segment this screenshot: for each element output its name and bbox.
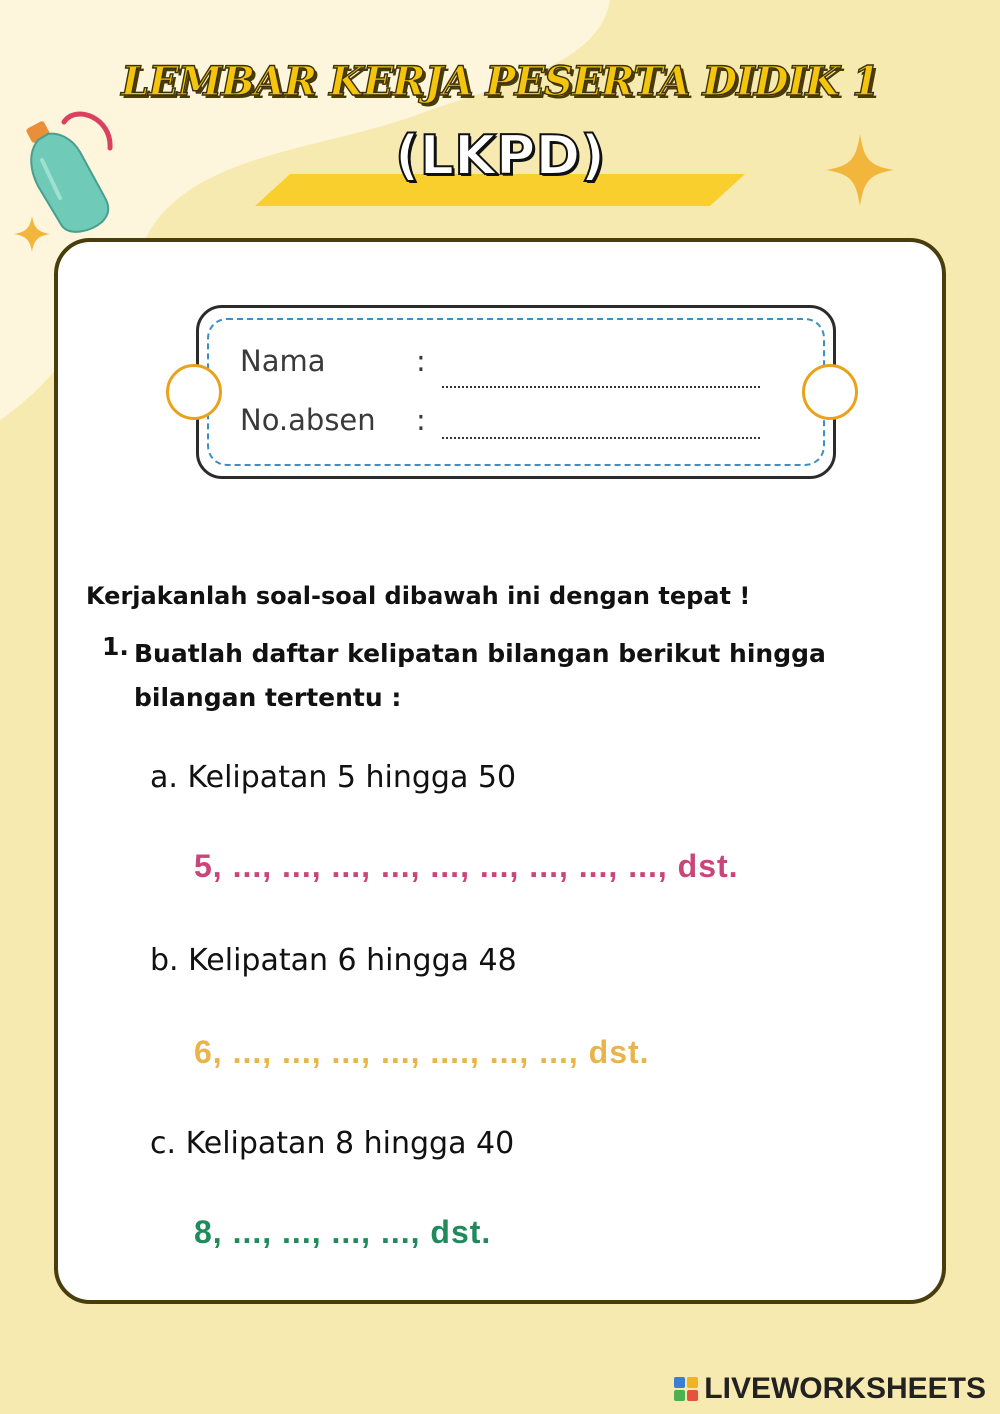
absen-colon: :: [416, 403, 426, 437]
absen-field[interactable]: [442, 437, 760, 439]
absen-label: No.absen: [240, 403, 376, 437]
sub-question-a: a. Kelipatan 5 hingga 50: [150, 760, 517, 795]
liveworksheets-logo-icon: [674, 1377, 698, 1401]
sub-question-b: b. Kelipatan 6 hingga 48: [150, 943, 517, 978]
answer-field-b[interactable]: 6, ..., ..., ..., ..., ...., ..., ..., dst.: [194, 1034, 650, 1070]
worksheet-subtitle: (LKPD): [394, 124, 605, 187]
name-label: Nama: [240, 344, 326, 378]
ring-left-icon: [166, 364, 222, 420]
answer-field-c[interactable]: 8, ..., ..., ..., ..., dst.: [194, 1214, 492, 1250]
sub-question-c: c. Kelipatan 8 hingga 40: [150, 1126, 515, 1161]
ring-right-icon: [802, 364, 858, 420]
liveworksheets-brand: [674, 1372, 986, 1406]
identity-box-border: [207, 318, 825, 466]
instruction-text: Kerjakanlah soal-soal dibawah ini dengan tepat !: [86, 582, 751, 610]
worksheet-title: LEMBAR KERJA PESERTA DIDIK 1: [121, 58, 879, 105]
question-text: Buatlah daftar kelipatan bilangan berikut hingga bilangan tertentu :: [134, 639, 826, 712]
name-field[interactable]: [442, 386, 760, 388]
identity-box: [196, 305, 836, 479]
question-number: 1.: [102, 632, 129, 661]
answer-field-a[interactable]: 5, ..., ..., ..., ..., ..., ..., ..., ..., ..., dst.: [194, 848, 739, 884]
name-colon: :: [416, 344, 426, 378]
brand-text: LIVEWORKSHEETS: [704, 1372, 986, 1405]
